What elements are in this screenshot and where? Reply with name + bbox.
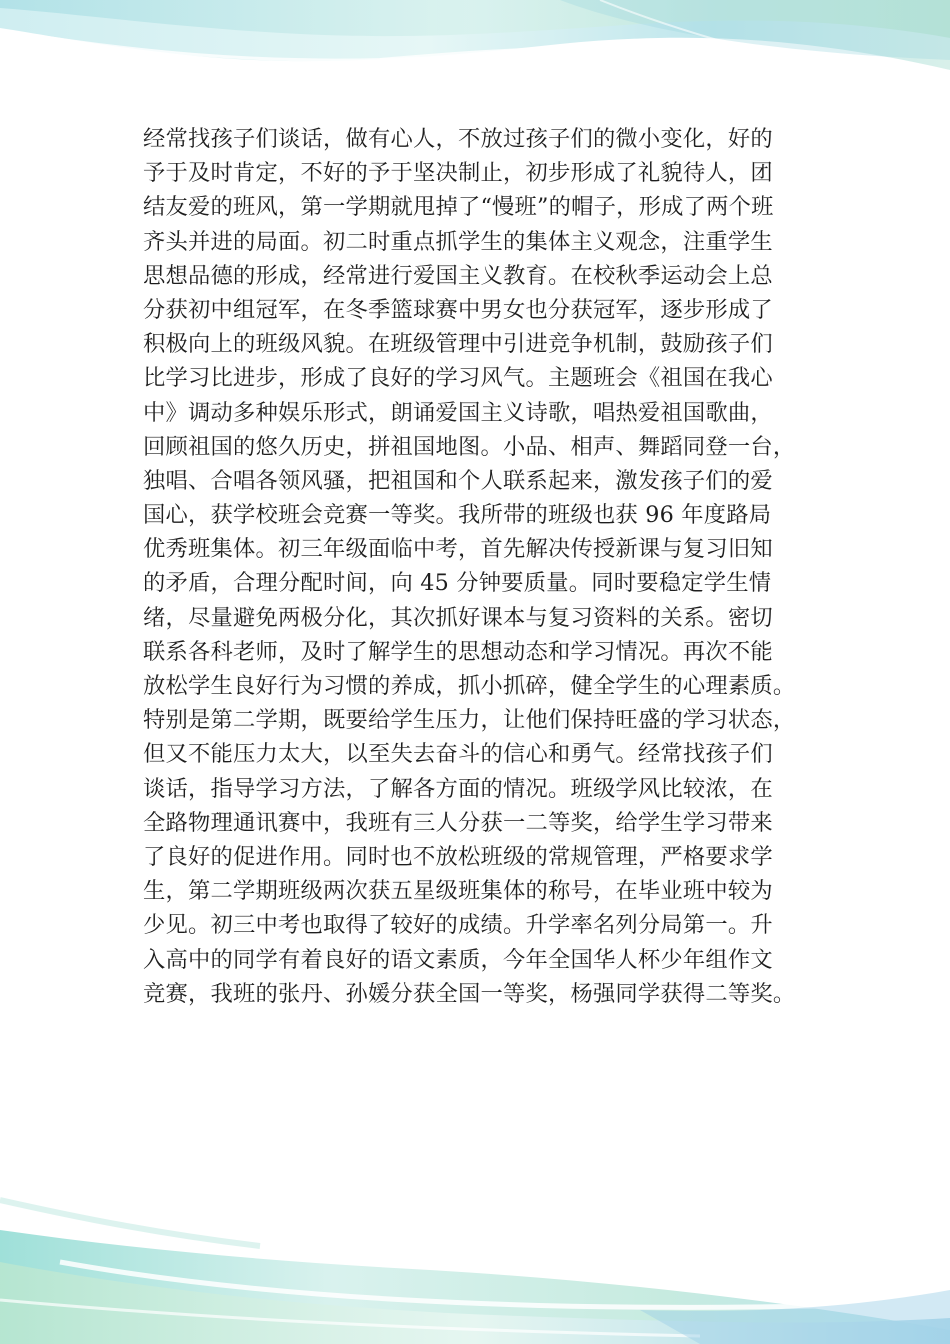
text-line: 全路物理通讯赛中，我班有三人分获一二等奖，给学生学习带来 bbox=[143, 809, 773, 836]
text-line: 思想品德的形成，经常进行爱国主义教育。在校秋季运动会上总 bbox=[143, 262, 773, 289]
text-line: 予于及时肯定，不好的予于坚决制止，初步形成了礼貌待人，团 bbox=[143, 160, 773, 187]
text-line: 经常找孩子们谈话，做有心人，不放过孩子们的微小变化，好的 bbox=[143, 126, 773, 152]
text-line: 入高中的同学有着良好的语文素质，今年全国华人杯少年组作文 bbox=[143, 946, 773, 973]
text-line: 放松学生良好行为习惯的养成，抓小抓碎，健全学生的心理素质。 bbox=[143, 673, 796, 699]
text-line: 齐头并进的局面。初二时重点抓学生的集体主义观念，注重学生 bbox=[143, 228, 773, 255]
text-line: 独唱、合唱各领风骚，把祖国和个人联系起来，激发孩子们的爱 bbox=[143, 467, 773, 494]
text-line: 分获初中组冠军，在冬季篮球赛中男女也分获冠军，逐步形成了 bbox=[143, 296, 773, 323]
text-line: 绪，尽量避免两极分化，其次抓好课本与复习资料的关系。密切 bbox=[143, 604, 773, 631]
text-line: 特别是第二学期，既要给学生压力，让他们保持旺盛的学习状态， bbox=[143, 707, 796, 734]
text-line: 中》调动多种娱乐形式，朗诵爱国主义诗歌，唱热爱祖国歌曲， bbox=[143, 399, 773, 426]
text-line: 少见。初三中考也取得了较好的成绩。升学率名列分局第一。升 bbox=[143, 912, 773, 939]
text-line: 生，第二学期班级两次获五星级班集体的称号，在毕业班中较为 bbox=[143, 878, 773, 905]
text-line: 但又不能压力太大，以至失去奋斗的信心和勇气。经常找孩子们 bbox=[143, 741, 773, 768]
text-line: 竞赛，我班的张丹、孙媛分获全国一等奖，杨强同学获得二等奖。 bbox=[143, 980, 796, 1007]
body-text bbox=[143, 122, 813, 1011]
text-line: 的矛盾，合理分配时间，向 45 分钟要质量。同时要稳定学生情 bbox=[143, 570, 772, 597]
text-line: 积极向上的班级风貌。在班级管理中引进竞争机制，鼓励孩子们 bbox=[143, 331, 773, 358]
text-line: 谈话，指导学习方法，了解各方面的情况。班级学风比较浓，在 bbox=[143, 775, 773, 802]
text-line: 优秀班集体。初三年级面临中考，首先解决传授新课与复习旧知 bbox=[143, 536, 773, 563]
text-line: 回顾祖国的悠久历史，拼祖国地图。小品、相声、舞蹈同登一台， bbox=[143, 433, 796, 460]
text-line: 比学习比进步，形成了良好的学习风气。主题班会《祖国在我心 bbox=[143, 365, 773, 392]
text-line: 联系各科老师，及时了解学生的思想动态和学习情况。再次不能 bbox=[143, 638, 773, 665]
text-line: 结友爱的班风，第一学期就甩掉了“慢班”的帽子，形成了两个班 bbox=[143, 194, 774, 221]
text-line: 了良好的促进作用。同时也不放松班级的常规管理，严格要求学 bbox=[143, 843, 773, 870]
text-line: 国心，获学校班会竞赛一等奖。我所带的班级也获 96 年度路局 bbox=[143, 502, 772, 529]
